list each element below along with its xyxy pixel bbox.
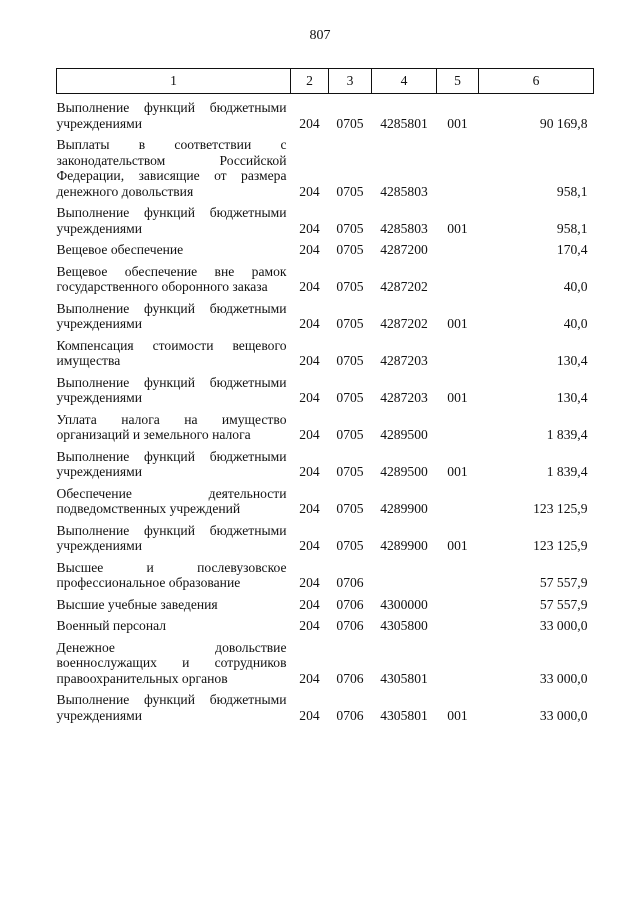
row-expense-type <box>437 412 479 449</box>
table-row <box>57 412 594 449</box>
row-subsection: 0706 <box>336 618 364 633</box>
row-amount: 958,1 <box>556 220 588 236</box>
header-cell-amount: 6 <box>479 69 594 94</box>
row-expense-type <box>437 640 479 693</box>
table-row <box>57 449 594 486</box>
row-name: Выполнение функций бюджетными учреждениями <box>56 448 287 479</box>
row-target-item: 4289500 <box>380 427 428 442</box>
row-subsection: 0706 <box>336 670 364 686</box>
table-row <box>57 375 594 412</box>
table-row <box>57 242 594 264</box>
table-row <box>57 338 594 375</box>
row-section: 204 <box>299 183 320 199</box>
table-row <box>57 618 594 640</box>
row-expense-type <box>437 242 479 264</box>
table-body <box>57 94 594 730</box>
row-section: 204 <box>299 707 320 723</box>
budget-table <box>56 68 594 729</box>
row-section: 204 <box>299 575 320 590</box>
row-amount: 33 000,0 <box>539 707 588 723</box>
row-subsection: 0705 <box>336 464 364 479</box>
row-target-item: 4305801 <box>380 670 428 686</box>
row-expense-type <box>437 597 479 619</box>
row-amount: 1 839,4 <box>546 427 588 442</box>
row-expense-type <box>437 560 479 597</box>
row-section: 204 <box>299 242 320 257</box>
row-target-item: 4305800 <box>380 618 428 633</box>
header-row <box>57 69 594 94</box>
row-expense-type: 001 <box>447 115 468 131</box>
row-section: 204 <box>299 427 320 442</box>
row-target-item: 4285801 <box>380 115 428 131</box>
row-subsection: 0705 <box>336 115 364 131</box>
header-cell-section: 2 <box>291 69 329 94</box>
row-name: Денежное довольствие военнослужащих и сотрудников правоохранительных органов <box>56 639 287 686</box>
row-section: 204 <box>299 464 320 479</box>
row-subsection: 0705 <box>336 390 364 405</box>
row-amount: 1 839,4 <box>546 464 588 479</box>
table-row <box>57 597 594 619</box>
row-name: Выплаты в соответствии с законодательством Российской Федерации, зависящие от размера денежного довольствия <box>56 137 287 199</box>
row-subsection: 0705 <box>336 220 364 236</box>
row-section: 204 <box>299 279 320 294</box>
row-target-item: 4285803 <box>380 220 428 236</box>
row-subsection: 0706 <box>336 707 364 723</box>
row-expense-type: 001 <box>447 316 468 331</box>
row-subsection: 0705 <box>336 183 364 199</box>
row-name: Выполнение функций бюджетными учреждениями <box>56 374 287 405</box>
header-cell-target-item: 4 <box>372 69 437 94</box>
row-subsection: 0705 <box>336 427 364 442</box>
table-row <box>57 264 594 301</box>
row-amount: 33 000,0 <box>539 618 588 633</box>
row-name: Выполнение функций бюджетными учреждениями <box>56 522 287 553</box>
row-section: 204 <box>299 670 320 686</box>
page-number: 807 <box>309 28 331 43</box>
row-section: 204 <box>299 316 320 331</box>
row-target-item: 4287202 <box>380 316 428 331</box>
row-target-item: 4289500 <box>380 464 428 479</box>
row-name: Высшие учебные заведения <box>56 596 218 612</box>
table-row <box>57 301 594 338</box>
row-amount: 40,0 <box>563 316 588 331</box>
row-amount: 170,4 <box>556 242 588 257</box>
row-subsection: 0705 <box>336 353 364 368</box>
row-target-item <box>372 560 437 597</box>
row-expense-type <box>437 618 479 640</box>
row-section: 204 <box>299 115 320 131</box>
row-expense-type: 001 <box>447 220 468 236</box>
row-subsection: 0705 <box>336 316 364 331</box>
row-amount: 40,0 <box>563 279 588 294</box>
row-name: Военный персонал <box>56 618 167 633</box>
row-name: Уплата налога на имущество организаций и земельного налога <box>56 411 287 442</box>
table-row <box>57 692 594 729</box>
row-subsection: 0705 <box>336 538 364 553</box>
table-row <box>57 137 594 205</box>
table-row <box>57 523 594 560</box>
row-target-item: 4287203 <box>380 353 428 368</box>
row-amount: 123 125,9 <box>533 538 588 553</box>
row-amount: 33 000,0 <box>539 670 588 686</box>
row-name: Высшее и послевузовское профессиональное образование <box>56 559 287 590</box>
row-amount: 130,4 <box>556 353 588 368</box>
row-name: Вещевое обеспечение вне рамок государственного оборонного заказа <box>56 263 287 294</box>
row-target-item: 4287202 <box>380 279 428 294</box>
table-row <box>57 560 594 597</box>
row-expense-type <box>437 486 479 523</box>
row-name: Обеспечение деятельности подведомственных учреждений <box>56 485 287 516</box>
row-amount: 90 169,8 <box>539 115 588 131</box>
header-cell-subsection: 3 <box>329 69 372 94</box>
row-subsection: 0705 <box>336 242 364 257</box>
table-row <box>57 94 594 138</box>
row-target-item: 4305801 <box>380 707 428 723</box>
row-subsection: 0706 <box>336 596 364 612</box>
row-expense-type: 001 <box>447 707 468 723</box>
row-expense-type: 001 <box>447 464 468 479</box>
row-subsection: 0705 <box>336 501 364 516</box>
row-amount: 123 125,9 <box>533 501 588 516</box>
row-expense-type <box>437 137 479 205</box>
row-subsection: 0705 <box>336 279 364 294</box>
row-section: 204 <box>299 501 320 516</box>
row-target-item: 4289900 <box>380 501 428 516</box>
table-row <box>57 486 594 523</box>
row-name: Компенсация стоимости вещевого имущества <box>56 337 287 368</box>
row-name: Вещевое обеспечение <box>56 242 184 257</box>
row-expense-type <box>437 338 479 375</box>
header-cell-expense-type: 5 <box>437 69 479 94</box>
row-section: 204 <box>299 596 320 612</box>
row-expense-type: 001 <box>447 390 468 405</box>
row-expense-type: 001 <box>447 538 468 553</box>
row-target-item: 4287200 <box>380 242 428 257</box>
row-name: Выполнение функций бюджетными учреждениями <box>56 205 287 236</box>
row-subsection: 0706 <box>336 575 364 590</box>
row-section: 204 <box>299 538 320 553</box>
row-amount: 57 557,9 <box>539 575 588 590</box>
row-section: 204 <box>299 353 320 368</box>
row-amount: 57 557,9 <box>539 596 588 612</box>
row-name: Выполнение функций бюджетными учреждениями <box>56 100 287 131</box>
header-cell-name: 1 <box>57 69 291 94</box>
row-amount: 958,1 <box>556 183 588 199</box>
row-target-item: 4300000 <box>380 596 428 612</box>
row-section: 204 <box>299 220 320 236</box>
row-target-item: 4289900 <box>380 538 428 553</box>
table-row <box>57 640 594 693</box>
row-target-item: 4287203 <box>380 390 428 405</box>
row-amount: 130,4 <box>556 390 588 405</box>
row-name: Выполнение функций бюджетными учреждениями <box>56 300 287 331</box>
row-name: Выполнение функций бюджетными учреждениями <box>56 692 287 723</box>
row-section: 204 <box>299 390 320 405</box>
table-row <box>57 205 594 242</box>
row-expense-type <box>437 264 479 301</box>
table-header <box>57 69 594 94</box>
row-section: 204 <box>299 618 320 633</box>
row-target-item: 4285803 <box>380 183 428 199</box>
